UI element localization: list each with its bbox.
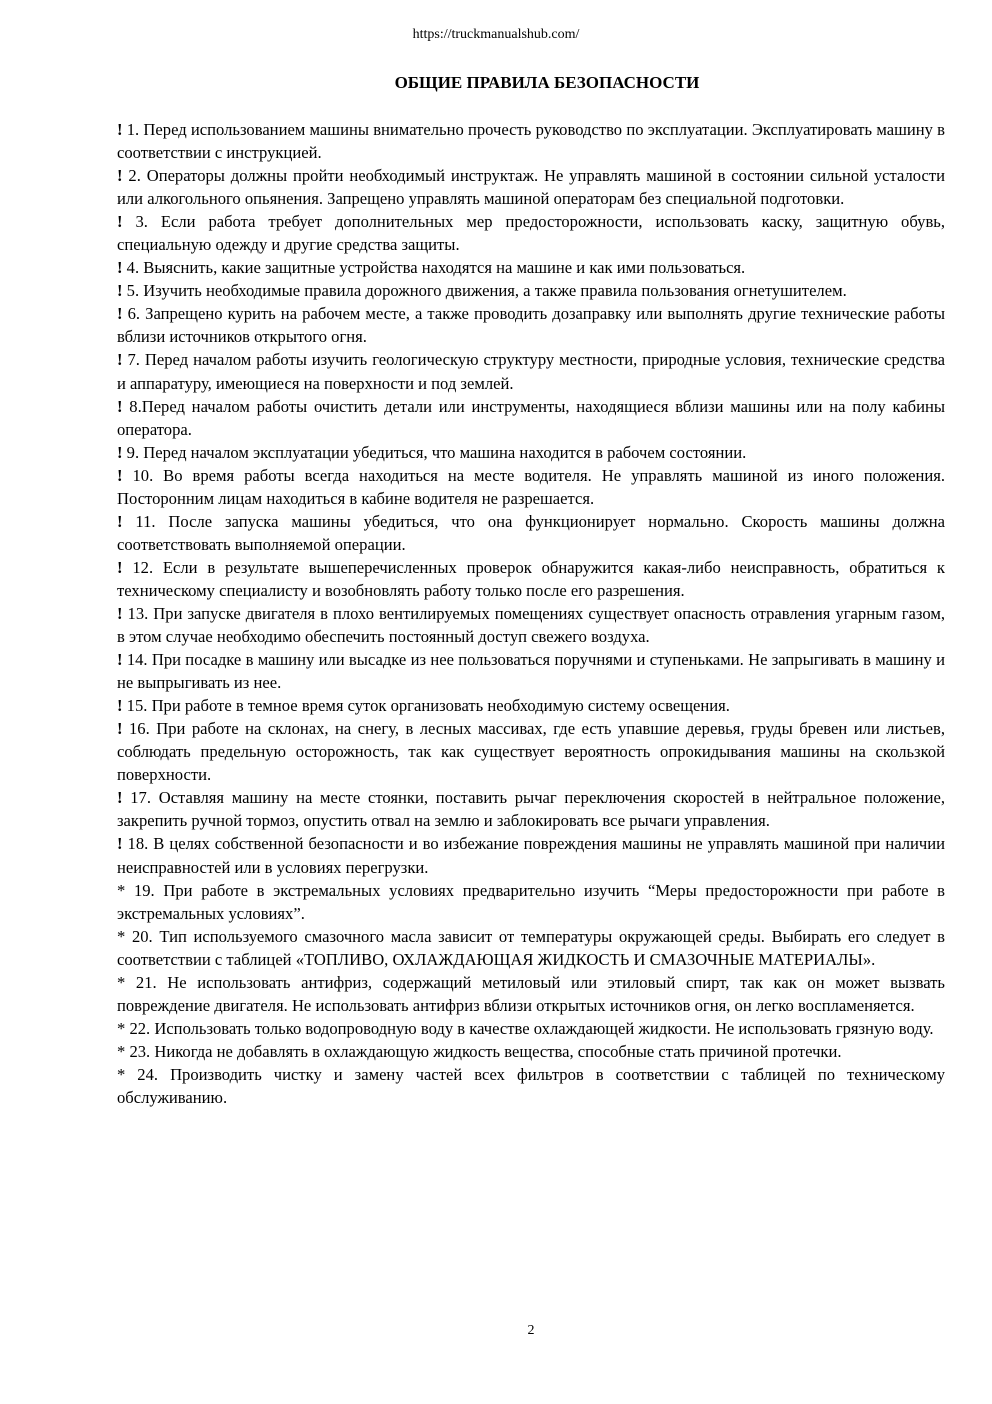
safety-rule	[117, 694, 945, 717]
safety-rule	[117, 164, 945, 210]
safety-rule	[117, 879, 945, 925]
rule-text: 4. Выяснить, какие защитные устройства находятся на машине и как ими пользоваться.	[122, 258, 746, 278]
page-title: ОБЩИЕ ПРАВИЛА БЕЗОПАСНОСТИ	[394, 73, 700, 92]
rule-text: 5. Изучить необходимые правила дорожного движения, а также правила пользования огнетушителем.	[122, 281, 847, 301]
rule-text: 2. Операторы должны пройти необходимый инструктаж. Не управлять машиной в состоянии сильной усталости или алкогольного опьянения. Запрещено управлять машиной операторам без специальной подготовки.	[117, 166, 945, 209]
safety-rule	[117, 971, 945, 1017]
rule-marker: *	[117, 1041, 126, 1061]
rule-text: 3. Если работа требует дополнительных мер предосторожности, использовать каску, защитную обувь, специальную одежду и другие средства защиты.	[117, 212, 945, 255]
rule-text: 21. Не использовать антифриз, содержащий метиловый или этиловый спирт, так как он может вызвать повреждение двигателя. Не использовать антифриз вблизи открытых источников огня, он легко воспламеняется.	[117, 972, 945, 1015]
safety-rule	[117, 832, 945, 878]
safety-rule	[117, 1017, 945, 1040]
rule-text: 23. Никогда не добавлять в охлаждающую жидкость вещества, способные стать причиной протечки.	[125, 1041, 842, 1061]
rule-marker: !	[117, 212, 123, 232]
rule-text: 22. Использовать только водопроводную воду в качестве охлаждающей жидкости. Не использовать грязную воду.	[125, 1018, 934, 1038]
safety-rule	[117, 786, 945, 832]
rule-marker: !	[117, 603, 123, 623]
safety-rule	[117, 441, 945, 464]
rule-marker: *	[117, 972, 126, 992]
rule-text: 17. Оставляя машину на месте стоянки, поставить рычаг переключения скоростей в нейтральное положение, закрепить ручной тормоз, опустить отвал на землю и заблокировать все рычаги управления.	[117, 788, 945, 831]
rule-marker: !	[117, 465, 123, 485]
rule-marker: !	[117, 442, 123, 462]
rule-marker: !	[117, 396, 123, 416]
rule-text: 24. Производить чистку и замену частей всех фильтров в соответствии с таблицей по техническому обслуживанию.	[117, 1064, 945, 1107]
safety-rule	[117, 395, 945, 441]
rule-marker: *	[117, 1064, 126, 1084]
rule-text: 8.Перед началом работы очистить детали или инструменты, находящиеся вблизи машины или на полу кабины оператора.	[117, 396, 945, 439]
safety-rule	[117, 602, 945, 648]
page-number: 2	[527, 1323, 535, 1338]
rule-text: 20. Тип используемого смазочного масла зависит от температуры окружающей среды. Выбирать его следует в соответствии с таблицей «ТОПЛИВО, ОХЛАЖДАЮЩАЯ ЖИДКОСТЬ И СМАЗОЧНЫЕ МАТЕРИАЛЫ».	[117, 926, 945, 969]
rule-text: 19. При работе в экстремальных условиях предварительно изучить “Меры предосторожности при работе в экстремальных условиях”.	[117, 880, 945, 923]
safety-rule	[117, 464, 945, 510]
safety-rule	[117, 302, 945, 348]
rule-text: 11. После запуска машины убедиться, что она функционирует нормально. Скорость машины должна соответствовать выполняемой операции.	[117, 511, 945, 554]
rule-marker: *	[117, 1018, 126, 1038]
rule-marker: !	[117, 650, 123, 670]
rule-marker: !	[117, 719, 123, 739]
safety-rule	[117, 210, 945, 256]
rule-text: 16. При работе на склонах, на снегу, в лесных массивах, где есть упавшие деревья, груды бревен или листьев, соблюдать предельную осторожность, так как существует вероятность опрокидывания машины на скользкой поверхности.	[117, 719, 945, 785]
rule-marker: !	[117, 511, 123, 531]
safety-rule	[117, 925, 945, 971]
rule-marker: !	[117, 557, 123, 577]
rule-marker: !	[117, 120, 123, 139]
rule-text: 13. При запуске двигателя в плохо вентилируемых помещениях существует опасность отравления угарным газом, в этом случае необходимо обеспечить постоянный доступ свежего воздуха.	[117, 603, 945, 647]
safety-rule	[117, 648, 945, 694]
rule-marker: *	[117, 880, 126, 900]
safety-rule	[117, 256, 945, 279]
safety-rule	[117, 1040, 945, 1063]
safety-rule	[117, 510, 945, 556]
rule-marker: !	[117, 350, 123, 370]
rule-marker: !	[117, 166, 123, 186]
safety-rule	[117, 556, 945, 602]
rule-text: 15. При работе в темное время суток организовать необходимую систему освещения.	[122, 696, 730, 716]
rule-text: 7. Перед началом работы изучить геологическую структуру местности, природные условия, технические средства и аппаратуру, имеющиеся на поверхности и под землей.	[117, 350, 945, 393]
safety-rules-list	[117, 118, 945, 1109]
rule-marker: !	[117, 834, 123, 854]
safety-rule	[117, 279, 945, 302]
rule-marker: !	[117, 258, 123, 278]
safety-rule	[117, 118, 945, 164]
rule-text: 1. Перед использованием машины внимательно прочесть руководство по эксплуатации. Эксплуатировать машину в соответствии с инструкцией.	[117, 120, 945, 163]
safety-rule	[117, 1063, 945, 1109]
rule-text: 18. В целях собственной безопасности и во избежание повреждения машины не управлять машиной при наличии неисправностей или в условиях перегрузки.	[117, 834, 945, 877]
rule-text: 14. При посадке в машину или высадке из нее пользоваться поручнями и ступеньками. Не запрыгивать в машину и не выпрыгивать из нее.	[117, 650, 945, 693]
rule-marker: !	[117, 696, 123, 716]
rule-text: 6. Запрещено курить на рабочем месте, а также проводить дозаправку или выполнять другие технические работы вблизи источников открытого огня.	[117, 304, 945, 347]
rule-marker: *	[117, 926, 126, 946]
safety-rule	[117, 717, 945, 786]
page-url: https://truckmanualshub.com/	[412, 27, 580, 42]
safety-rule	[117, 348, 945, 394]
rule-marker: !	[117, 304, 123, 324]
rule-text: 10. Во время работы всегда находиться на месте водителя. Не управлять машиной из иного положения. Посторонним лицам находиться в кабине водителя не разрешается.	[117, 465, 945, 508]
rule-text: 9. Перед началом эксплуатации убедиться, что машина находится в рабочем состоянии.	[122, 442, 747, 462]
rule-marker: !	[117, 281, 123, 301]
rule-text: 12. Если в результате вышеперечисленных проверок обнаружится какая-либо неисправность, обратиться к техническому специалисту и возобновлять работу только после его разрешения.	[117, 557, 945, 600]
rule-marker: !	[117, 788, 123, 808]
